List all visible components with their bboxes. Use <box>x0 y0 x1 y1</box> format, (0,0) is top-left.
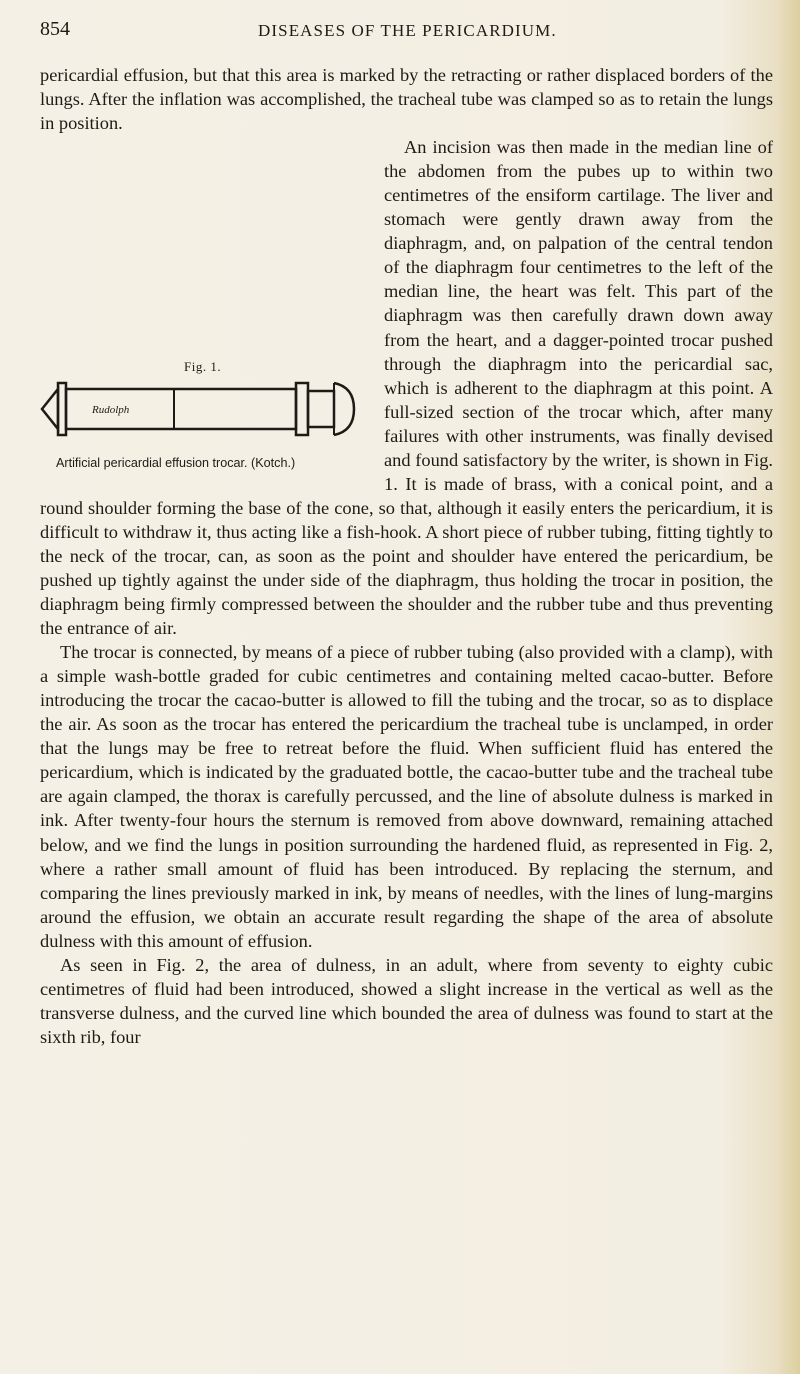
figure-label: Fig. 1. <box>184 359 222 375</box>
figure-1 <box>36 351 376 489</box>
paragraph-3: The trocar is connected, by means of a piece of rubber tubing (also provided with a clamp), with a simple wash-bottle graded for cubic centimetres and containing melted cacao-butter. Before introducing the trocar the cacao-butter is allowed to fill the tubing and the trocar, so as to displace the air. As soon as the trocar has entered the pericardium the tracheal tube is unclamped, in order that the lungs may be free to retreat before the fluid. When sufficient fluid has entered the pericardium, which is indicated by the graduated bottle, the cacao-butter tube and the tracheal tube are again clamped, the thorax is carefully percussed, and the line of absolute dulness is marked in ink. After twenty-four hours the sternum is removed from above downward, remaining attached below, and we find the lungs in position surrounding the hardened fluid, as represented in Fig. 2, where a rather small amount of fluid has been introduced. By replacing the sternum, and comparing the lines previously marked in ink, by means of needles, with the lines of lung-margins around the effusion, we obtain an accurate result regarding the shape of the area of absolute dulness with this amount of effusion. <box>40 642 773 951</box>
body-text <box>40 63 773 1049</box>
paragraph-2-text: An incision was then made in the median line of the abdomen from the pubes up to within two centimetres of the ensiform cartilage. The liver and stomach were gently drawn away from the diaphragm, and, on palpation of the central tendon of the diaphragm four centimetres to the left of the median line, the heart was felt. This part of the diaphragm was then carefully drawn down away from the heart, and a dagger-pointed trocar pushed through the diaphragm into the pericardial sac, which is adherent to the diaphragm at this point. A full-sized section of the trocar which, after many failures with other instruments, was finally devised and found satisfactory by the writer, is shown in Fig. 1. It is made of brass, with a conical point, and a round shoulder forming the base of the cone, so that, although it easily enters the pericardium, it is difficult to withdraw it, thus acting like a fish-hook. A short piece of rubber tubing, fitting tightly to the neck of the trocar, can, as soon as the point and shoulder have entered the pericardium, be pushed up tightly against the under side of the diaphragm, thus holding the trocar in position, the diaphragm being firmly compressed between the shoulder and the rubber tube and thus preventing the entrance of air. <box>40 137 773 639</box>
running-head: DISEASES OF THE PERICARDIUM. <box>258 21 557 40</box>
trocar-illustration <box>36 369 376 449</box>
paragraph-4: As seen in Fig. 2, the area of dulness, in an adult, where from seventy to eighty cubic centimetres of fluid had been introduced, showed a slight increase in the vertical as well as the transverse dulness, and the curved line which bounded the area of dulness was found to start at the sixth rib, four <box>40 954 773 1047</box>
engraver-signature: Rudolph <box>92 404 130 417</box>
paragraph-2 <box>40 135 773 640</box>
paragraph-1: pericardial effusion, but that this area is marked by the retracting or rather displaced borders of the lungs. After the inflation was accomplished, the tracheal tube was clamped so as to retain the lungs in position. <box>40 65 773 134</box>
figure-caption: Artificial pericardial effusion trocar. (Kotch.) <box>56 456 296 471</box>
page-number: 854 <box>40 18 70 40</box>
page-header <box>40 18 770 48</box>
